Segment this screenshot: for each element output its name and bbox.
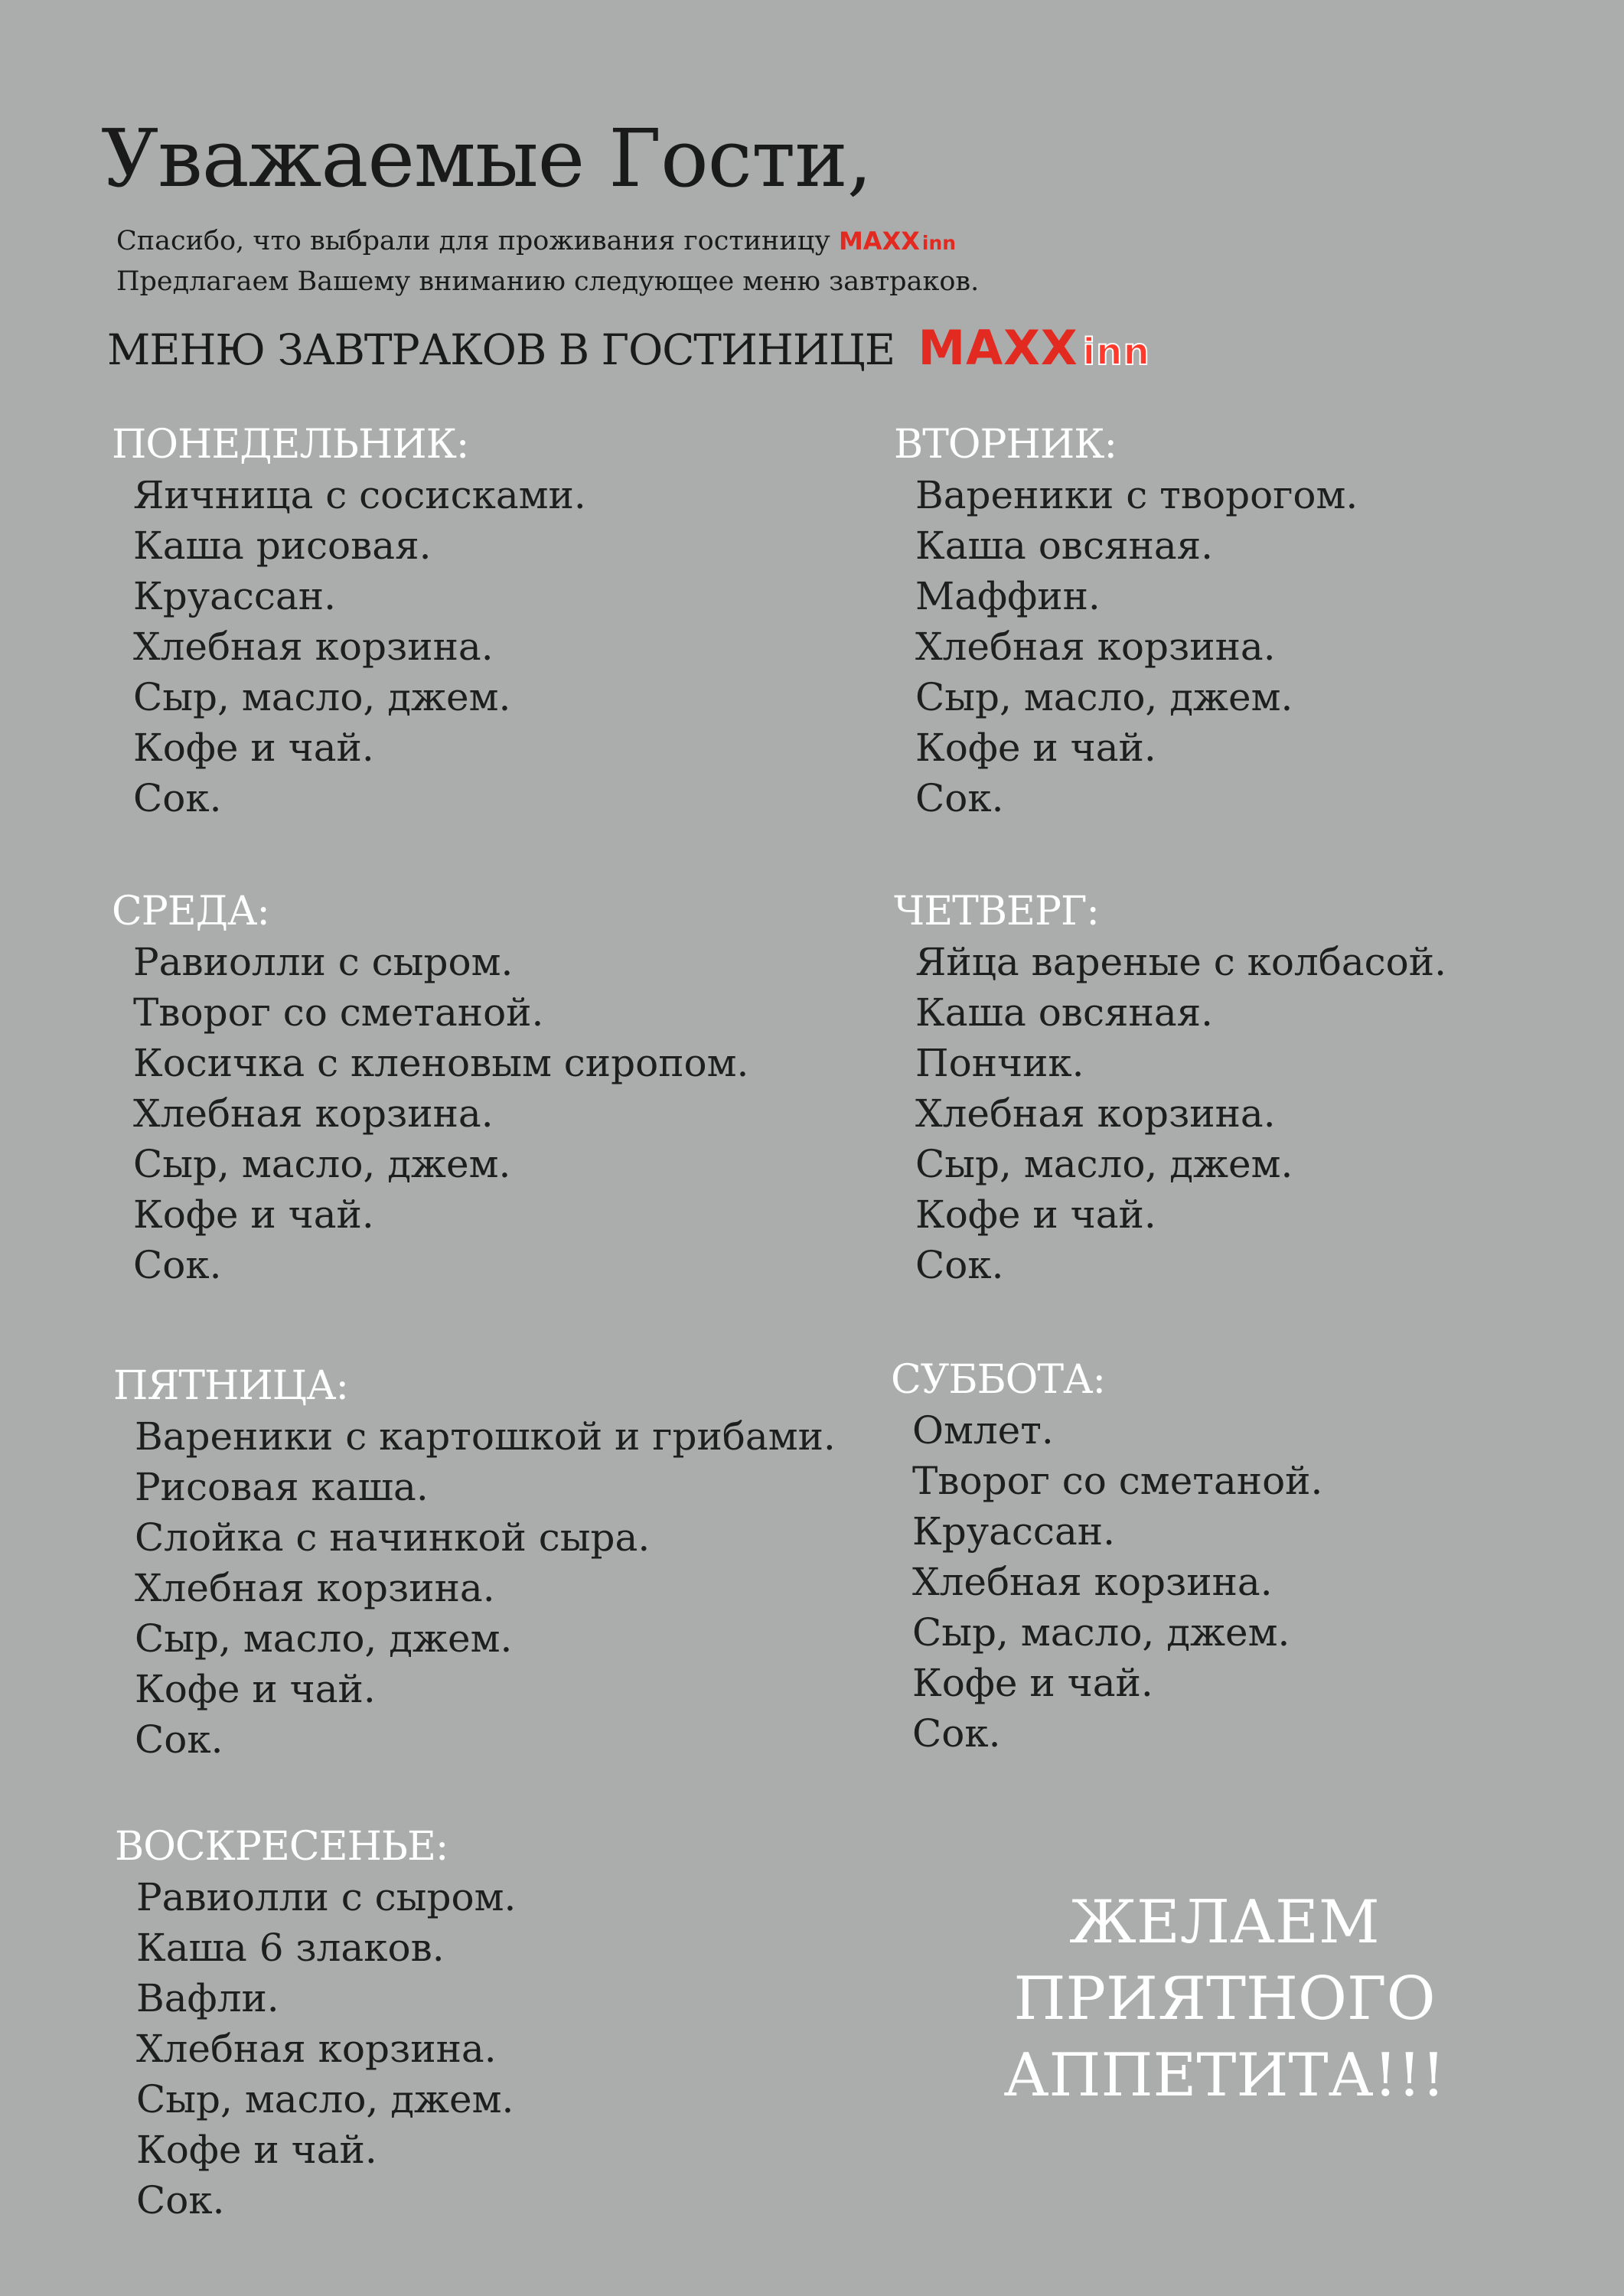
dish-item: Кофе и чай. (912, 1661, 1153, 1705)
day-name: ПОНЕДЕЛЬНИК: (112, 422, 469, 468)
closing-line: АППЕТИТА!!! (1003, 2041, 1446, 2110)
dish-item: Равиолли с сыром. (136, 1875, 517, 1919)
dish-item: Яичница с сосисками. (133, 473, 586, 517)
dish-item: Сок. (915, 1243, 1004, 1287)
dish-item: Вареники с творогом. (915, 473, 1358, 517)
dish-item: Рисовая каша. (135, 1465, 429, 1509)
dish-item: Сок. (133, 776, 222, 820)
dish-item: Сок. (912, 1711, 1001, 1756)
dish-item: Сыр, масло, джем. (133, 675, 511, 719)
dish-list (112, 937, 748, 1290)
intro-text (116, 222, 979, 301)
dish-list (112, 470, 586, 823)
dish-item: Кофе и чай. (136, 2128, 377, 2172)
day-name: ВТОРНИК: (894, 422, 1117, 468)
dish-item: Хлебная корзина. (912, 1560, 1273, 1604)
closing-line: ЖЕЛАЕМ (1069, 1888, 1380, 1957)
dish-item: Хлебная корзина. (915, 1091, 1276, 1136)
dish-item: Творог со сметаной. (912, 1459, 1323, 1503)
dish-item: Сыр, масло, джем. (915, 1142, 1293, 1186)
day-name: СУББОТА: (891, 1357, 1106, 1403)
dish-item: Сыр, масло, джем. (133, 1142, 511, 1186)
dish-item: Яйца вареные с колбасой. (915, 940, 1446, 984)
dish-item: Кофе и чай. (915, 1192, 1156, 1237)
brand-suffix: inn (921, 232, 956, 254)
dish-item: Вареники с картошкой и грибами. (135, 1414, 836, 1459)
dish-list (113, 1411, 836, 1765)
dish-list (894, 937, 1446, 1290)
day-name: ПЯТНИЦА: (113, 1363, 348, 1409)
brand-name: MAXX (838, 227, 920, 256)
day-sunday (115, 1821, 516, 2226)
dish-item: Сок. (135, 1717, 223, 1762)
day-name: ЧЕТВЕРГ: (894, 889, 1099, 934)
dish-item: Вафли. (136, 1976, 279, 2020)
dish-item: Хлебная корзина. (133, 1091, 494, 1136)
dish-item: Сыр, масло, джем. (915, 675, 1293, 719)
dish-item: Хлебная корзина. (136, 2027, 497, 2071)
dish-item: Слойка с начинкой сыра. (135, 1515, 651, 1560)
offer-line: Предлагаем Вашему вниманию следующее меню завтраков. (116, 266, 980, 297)
day-wednesday (112, 886, 748, 1290)
dish-item: Маффин. (915, 574, 1101, 618)
dish-item: Каша овсяная. (915, 990, 1214, 1035)
greeting-heading: Уважаемые Гости, (101, 112, 872, 205)
dish-item: Круассан. (912, 1509, 1115, 1554)
dish-item: Сыр, масло, джем. (136, 2077, 514, 2122)
brand-logo-small (839, 227, 956, 256)
thanks-line (116, 222, 979, 263)
dish-item: Хлебная корзина. (915, 625, 1276, 669)
dish-list (891, 1405, 1322, 1759)
brand-name: MAXX (918, 320, 1078, 376)
day-name: СРЕДА: (112, 889, 269, 934)
day-monday (112, 419, 586, 823)
closing-wish (995, 1884, 1454, 2114)
dish-item: Сок. (915, 776, 1004, 820)
dish-item: Кофе и чай. (133, 726, 374, 770)
dish-item: Сок. (133, 1243, 222, 1287)
dish-item: Круассан. (133, 574, 336, 618)
day-saturday (891, 1355, 1322, 1759)
brand-logo-large (918, 320, 1150, 376)
menu-title (107, 320, 1150, 377)
closing-line: ПРИЯТНОГО (1013, 1965, 1436, 2033)
dish-item: Кофе и чай. (135, 1667, 376, 1711)
dish-item: Сок. (136, 2178, 225, 2223)
thanks-text: Спасибо, что выбрали для проживания гостиницу (116, 226, 830, 256)
dish-item: Косичка с кленовым сиропом. (133, 1041, 749, 1085)
day-tuesday (894, 419, 1358, 823)
brand-suffix: inn (1082, 331, 1150, 373)
dish-list (115, 1872, 516, 2226)
dish-item: Пончик. (915, 1041, 1084, 1085)
dish-item: Каша овсяная. (915, 523, 1214, 568)
dish-item: Хлебная корзина. (133, 625, 494, 669)
dish-item: Равиолли с сыром. (133, 940, 514, 984)
dish-item: Кофе и чай. (133, 1192, 374, 1237)
dish-list (894, 470, 1358, 823)
day-friday (113, 1361, 836, 1765)
dish-item: Сыр, масло, джем. (912, 1610, 1290, 1655)
dish-item: Каша 6 злаков. (136, 1926, 445, 1970)
dish-item: Омлет. (912, 1408, 1054, 1453)
dish-item: Каша рисовая. (133, 523, 432, 568)
dish-item: Сыр, масло, джем. (135, 1616, 513, 1661)
menu-title-text: МЕНЮ ЗАВТРАКОВ В ГОСТИНИЦЕ (107, 325, 895, 374)
dish-item: Хлебная корзина. (135, 1566, 495, 1610)
dish-item: Творог со сметаной. (133, 990, 544, 1035)
day-thursday (894, 886, 1446, 1290)
dish-item: Кофе и чай. (915, 726, 1156, 770)
day-name: ВОСКРЕСЕНЬЕ: (115, 1824, 448, 1870)
